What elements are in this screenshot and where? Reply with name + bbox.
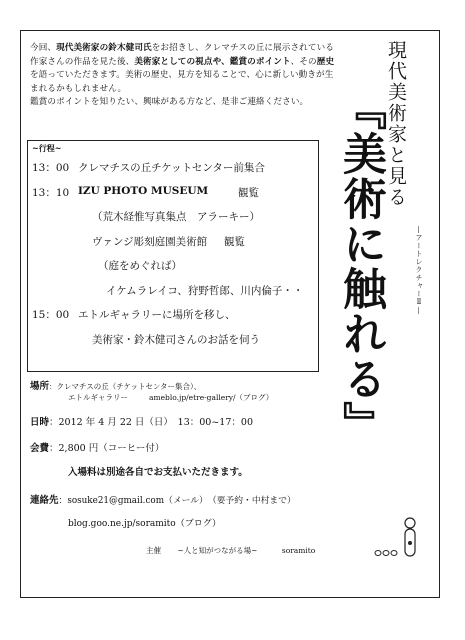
contact-blog: blog.goo.ne.jp/soramito（ブログ） xyxy=(68,519,221,529)
schedule-desc: （荒木経惟写真集点 アラーキー） xyxy=(92,211,260,223)
schedule-time: 15：00 xyxy=(32,309,70,321)
schedule-heading: ~行程~ xyxy=(32,143,62,153)
schedule-desc: クレマチスの丘チケットセンター前集合 xyxy=(78,162,265,174)
datetime-label: 日時 xyxy=(30,417,50,428)
place-line1 xyxy=(30,378,201,392)
schedule-row xyxy=(32,209,318,234)
organizer-line xyxy=(146,545,315,556)
intro-text: 今回、現代美術家の鈴木健司氏をお招きし、クレマチスの丘に展示されている作家さんの作品を見た後、美術家としての視点や、鑑賞のポイント、その歴史を語っていただきます。美術の歴史、見方を知ることで、心に新しい動きが生まれるかもしれません。 鑑賞のポイントを知りたい、興味がある方など、是非ご連絡ください。 xyxy=(30,43,335,108)
admission-note: 入場料は別途各自でお支払いただきます。 xyxy=(68,467,248,478)
title-small: 現代美術家と見る xyxy=(385,40,407,208)
fee-label: 会費 xyxy=(30,443,50,454)
place-value: ：クレマチスの丘（チケットセンター集合）、 xyxy=(49,382,202,391)
gallery-blog: ameblo.jp/etre-gallery/（ブログ） xyxy=(149,393,274,402)
schedule-desc: 美術家・鈴木健司さんのお話を伺う xyxy=(92,333,260,346)
title-main: 『美術に触れる』 xyxy=(335,86,386,446)
schedule-row xyxy=(32,234,318,259)
schedule-desc: （庭をめぐれば） xyxy=(98,260,182,272)
place-label: 場所 xyxy=(30,381,50,392)
schedule-desc: エトルギャラリーに場所を移し、 xyxy=(78,309,236,321)
place-line2 xyxy=(68,392,273,403)
schedule-time: 13：00 xyxy=(32,162,70,174)
contact-label: 連絡先 xyxy=(30,495,59,506)
schedule-time: 13：10 xyxy=(32,186,70,199)
organizer-name: soramito xyxy=(281,546,316,555)
contact-email: ：sosuke21@gmail.com（メール） （要予約・中村まで） xyxy=(58,496,296,506)
schedule-row xyxy=(32,160,318,185)
fee-value: ：2,800 円（コーヒー付） xyxy=(49,443,165,454)
schedule-row xyxy=(32,185,318,210)
organizer-label: 主催 xyxy=(146,546,161,555)
title-sub: ―アートレクチャーⅡ― xyxy=(415,226,423,315)
schedule-row xyxy=(32,307,318,332)
gallery-name: エトルギャラリー xyxy=(68,393,128,402)
schedule-extra: 観覧 xyxy=(224,235,245,248)
fee-line xyxy=(30,440,164,454)
contact-line xyxy=(30,492,296,506)
organizer-group: ~人と知がつながる場~ xyxy=(177,546,258,555)
schedule xyxy=(32,143,318,356)
schedule-row xyxy=(32,332,318,357)
schedule-extra: 観覧 xyxy=(238,186,259,199)
schedule-desc: IZU PHOTO MUSEUM xyxy=(78,184,209,197)
datetime-line xyxy=(30,414,253,428)
schedule-desc: イケムラレイコ、狩野哲郎、川内倫子・・ xyxy=(106,284,304,297)
schedule-desc: ヴァンジ彫刻庭園美術館 xyxy=(92,235,208,248)
datetime-value: ：2012 年 4 月 22 日（日） 13：00~17：00 xyxy=(49,417,253,428)
schedule-row xyxy=(32,258,318,283)
schedule-row xyxy=(32,283,318,308)
mascot-figure-icon xyxy=(370,515,430,560)
